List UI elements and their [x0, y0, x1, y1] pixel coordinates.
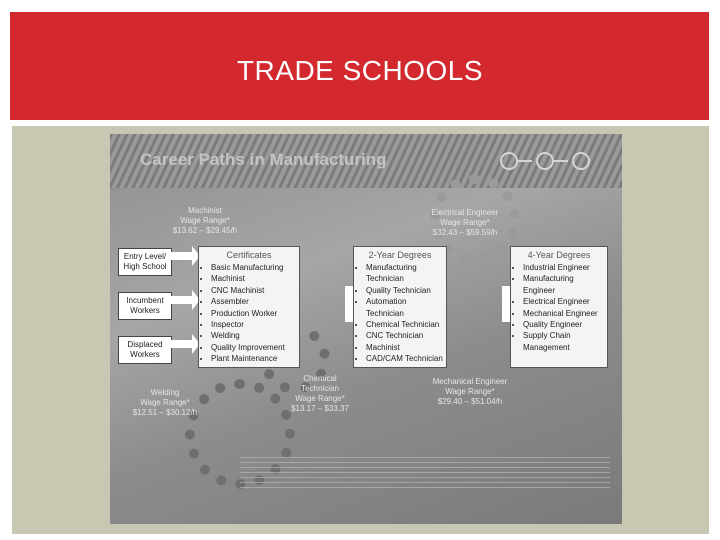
list-item: • Basic Manufacturing: [211, 262, 299, 273]
wage-welding: Welding Wage Range* $12.51 – $30.12/h: [132, 388, 198, 417]
list-item: • Manufacturing Technician: [366, 262, 446, 285]
entry-box-displaced: Displaced Workers: [118, 336, 172, 364]
ring-icon: [536, 152, 554, 170]
certificates-box: [198, 246, 300, 368]
wage-machinist: Machinist Wage Range* $13.62 – $29.45/h: [172, 206, 238, 235]
arrow-right-icon: [170, 334, 200, 354]
list-item: • Quality Technician: [366, 285, 446, 296]
ring-icon: [500, 152, 518, 170]
career-paths-image: [110, 134, 622, 524]
list-item: • Welding: [211, 330, 299, 341]
two-year-list: [354, 262, 446, 365]
entry-box-entry-level: Entry Level/ High School: [118, 248, 172, 276]
list-item: • CNC Technician: [366, 330, 446, 341]
dash-icon: [554, 160, 568, 162]
list-item: • Machinist: [211, 273, 299, 284]
list-item: • Industrial Engineer: [523, 262, 607, 273]
list-item: • CNC Machinist: [211, 285, 299, 296]
certificates-list: [199, 262, 299, 365]
slide-title: TRADE SCHOOLS: [236, 55, 484, 86]
footnote-illegible: [240, 456, 610, 492]
list-item: • Manufacturing Engineer: [523, 273, 607, 296]
two-year-heading: 2-Year Degrees: [368, 250, 432, 260]
list-item: • Quality Engineer: [523, 319, 607, 330]
list-item: • Automation Technician: [366, 296, 446, 319]
list-item: • Production Worker: [211, 308, 299, 319]
four-year-list: [511, 262, 607, 353]
list-item: • Quality Improvement: [211, 342, 299, 353]
diagram-title: Career Paths in Manufacturing: [140, 150, 387, 169]
list-item: • Chemical Technician: [366, 319, 446, 330]
wage-mechanical: Mechanical Engineer Wage Range* $29.40 – $51.04/h: [432, 377, 508, 406]
two-year-box: [353, 246, 447, 368]
four-year-heading: 4-Year Degrees: [527, 250, 591, 260]
wage-chemical: Chemical Technician Wage Range* $13.17 – $33.37: [291, 374, 349, 413]
dash-icon: [518, 160, 532, 162]
list-item: • Assembler: [211, 296, 299, 307]
list-item: • Machinist: [366, 342, 446, 353]
arrow-right-icon: [170, 290, 200, 310]
list-item: • Inspector: [211, 319, 299, 330]
entry-box-incumbent: Incumbent Workers: [118, 292, 172, 320]
list-item: • Electrical Engineer: [523, 296, 607, 307]
list-item: • CAD/CAM Technician: [366, 353, 446, 364]
wage-electrical: Electrical Engineer Wage Range* $32.43 – $59.59/h: [431, 208, 499, 237]
certificates-heading: Certificates: [226, 250, 272, 260]
list-item: • Supply Chain Management: [523, 330, 607, 353]
list-item: • Plant Maintenance: [211, 353, 299, 364]
ring-icon: [572, 152, 590, 170]
arrow-right-icon: [170, 246, 200, 266]
list-item: • Mechanical Engineer: [523, 308, 607, 319]
four-year-box: [510, 246, 608, 368]
